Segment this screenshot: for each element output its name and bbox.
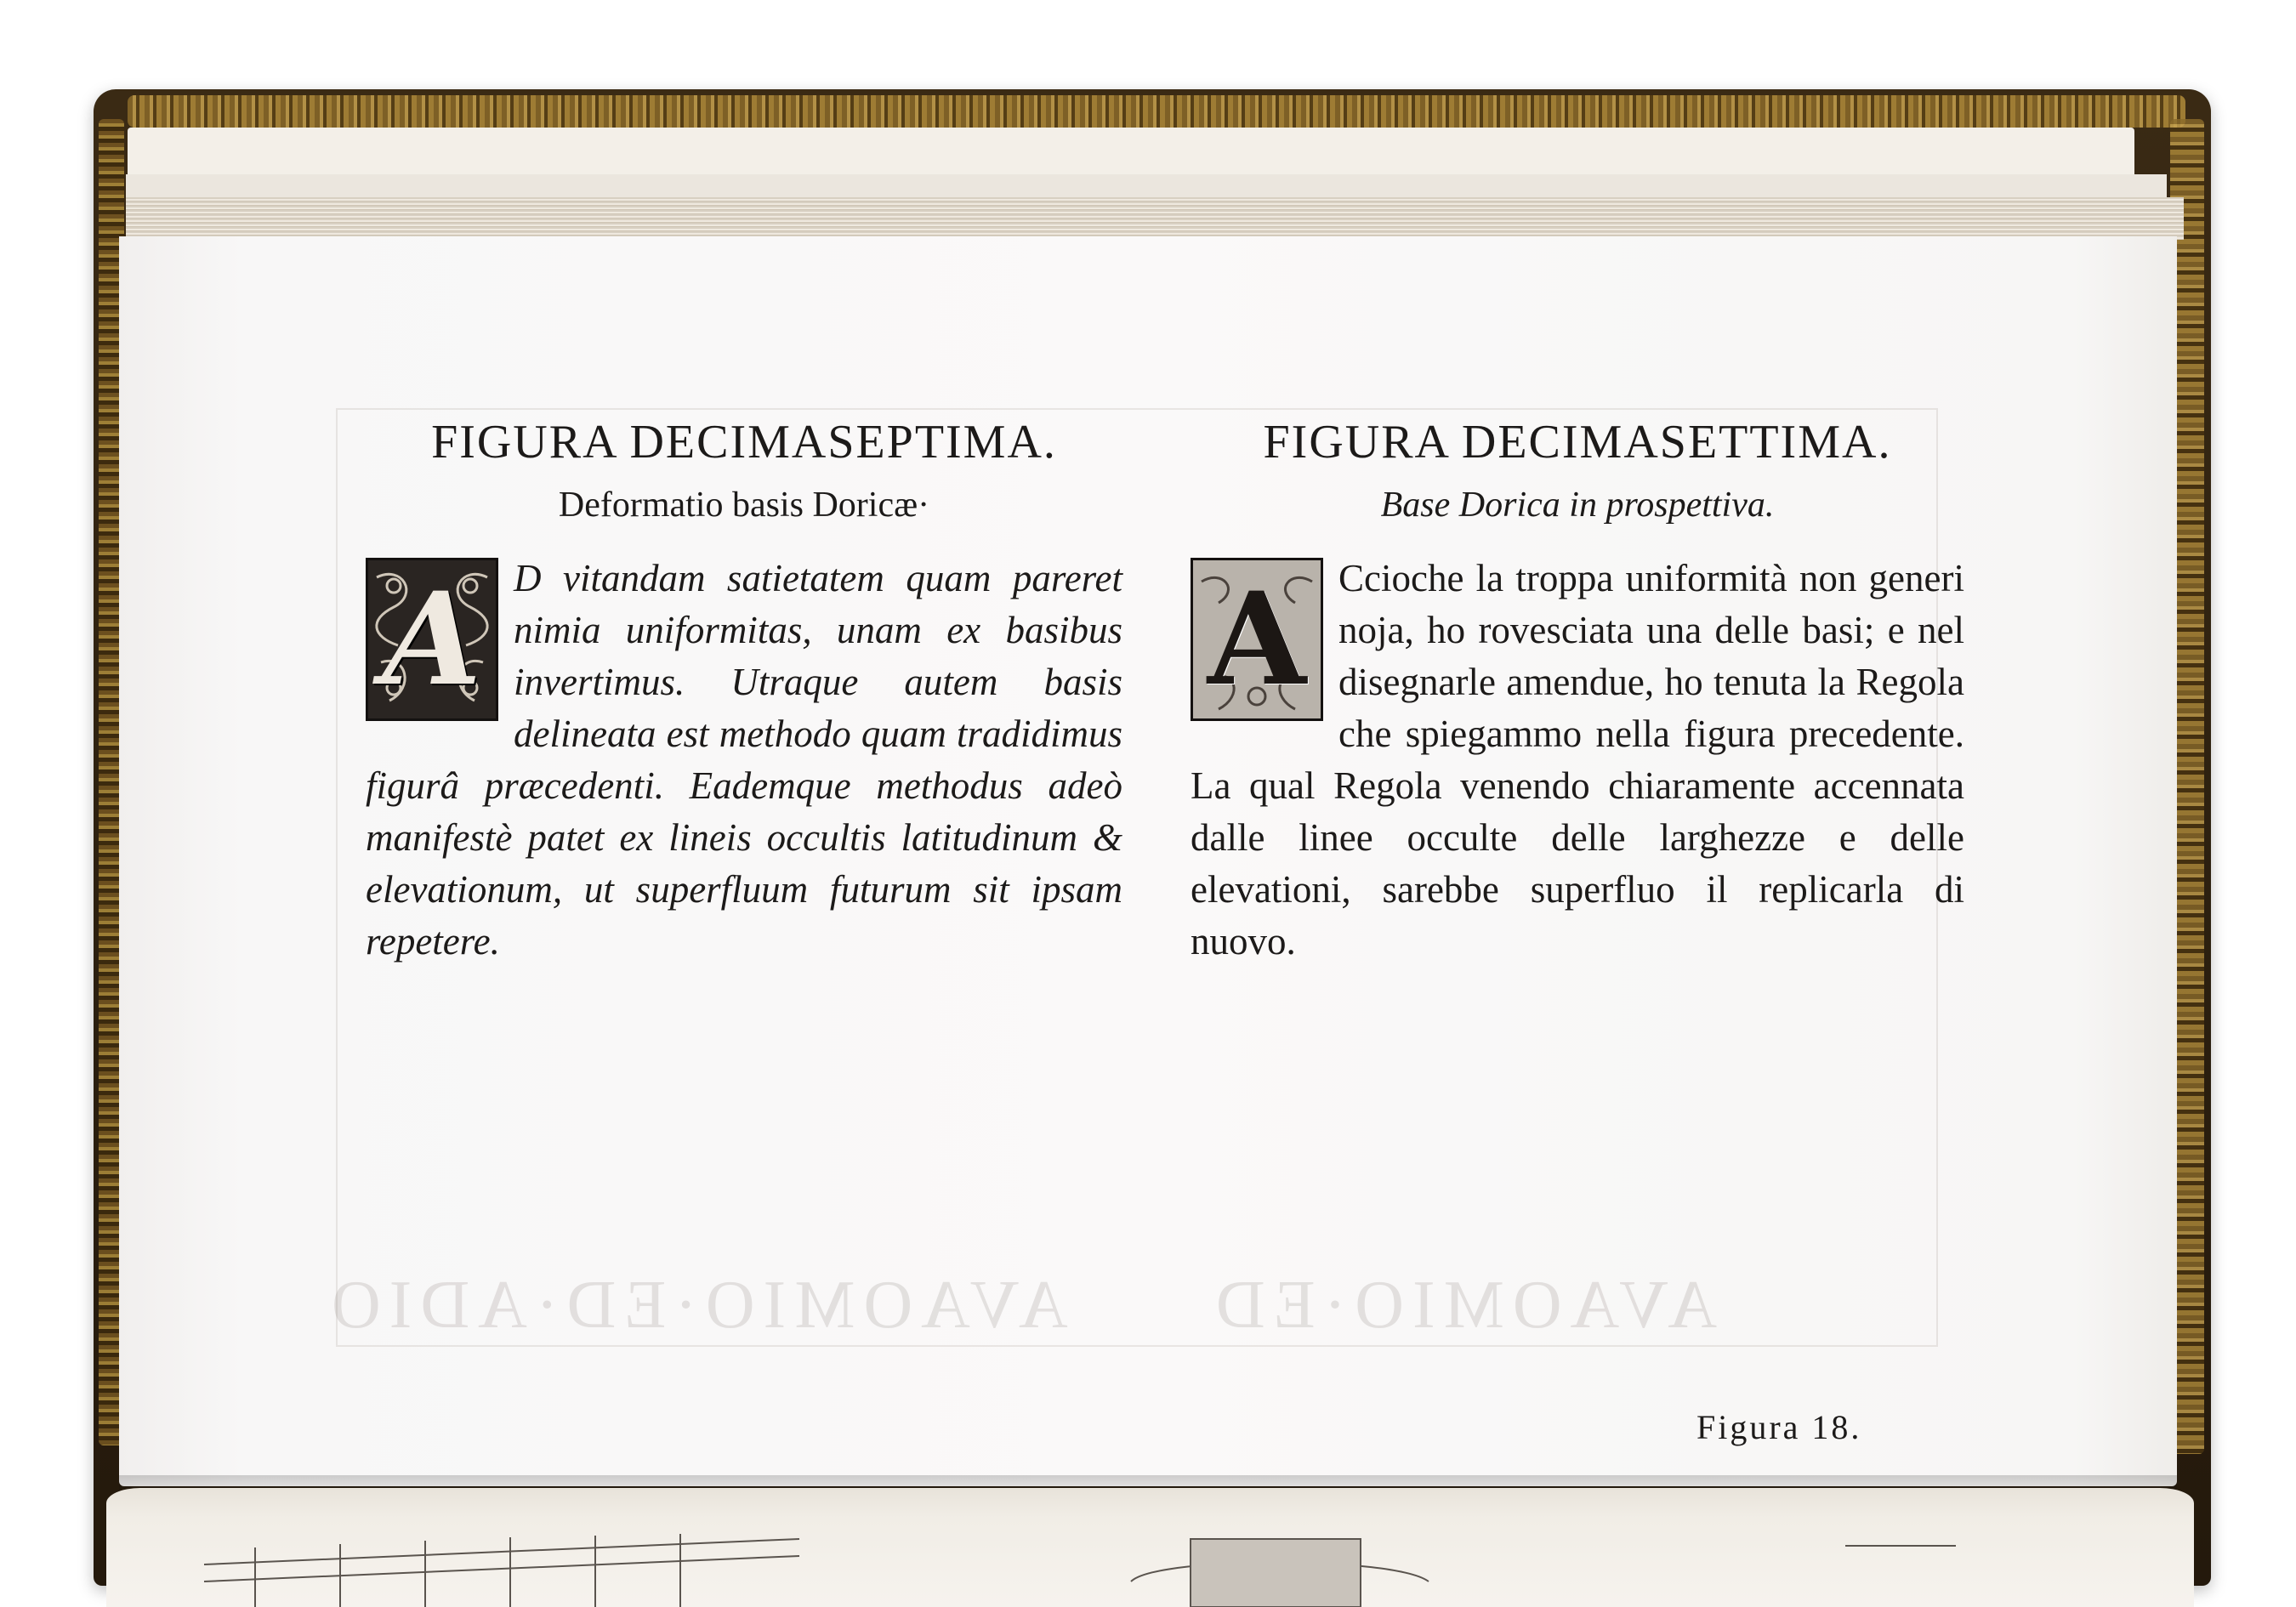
decorated-initial [1191, 558, 1323, 721]
italian-body [1191, 553, 1964, 968]
latin-column [366, 408, 1122, 968]
latin-heading: FIGURA DECIMASEPTIMA. [431, 416, 1057, 468]
latin-body [366, 553, 1122, 968]
italian-column [1191, 408, 1964, 968]
italian-heading: FIGURA DECIMASETTIMA. [1263, 416, 1892, 468]
initial-letter: A [1207, 564, 1307, 714]
show-through-decoration: AVAOMIO·ED [1208, 1268, 1718, 1343]
engraving-fragment-icon [204, 1530, 2075, 1607]
figure-caption: Figura 18. [1696, 1408, 1862, 1446]
italian-subheading: Base Dorica in prospettiva. [1380, 486, 1775, 525]
show-through-decoration: AVAOMIO·ED·ADIO [323, 1268, 1068, 1343]
gilt-edge-top [128, 95, 2185, 128]
decorated-initial [366, 558, 498, 721]
page-edges [126, 197, 2184, 240]
initial-letter: A [382, 564, 482, 714]
latin-subheading: Deformatio basis Doricæ· [558, 486, 930, 525]
latin-body-text: D vitandam satietatem quam pareret nimia uniformitas, unam ex basibus invertimus. Utraque autem basis delineata est methodo quam tradidimus figurâ præcedenti. Eademque methodus adeò manifestè patet ex lineis occultis latitudinum & elevationum, ut superfluum futurum sit ipsam repetere. [366, 557, 1122, 962]
italian-body-text: Ccioche la troppa uniformità non generi noja, ho rovesciata una delle basi; e nel disegnarle amendue, ho tenuta la Regola che spiegammo nella figura precedente. La qual Regola venendo chiaramente accennata dalle linee occulte delle larghezze e delle elevationi, sarebbe superfluo il replicarla di nuovo. [1191, 557, 1964, 962]
